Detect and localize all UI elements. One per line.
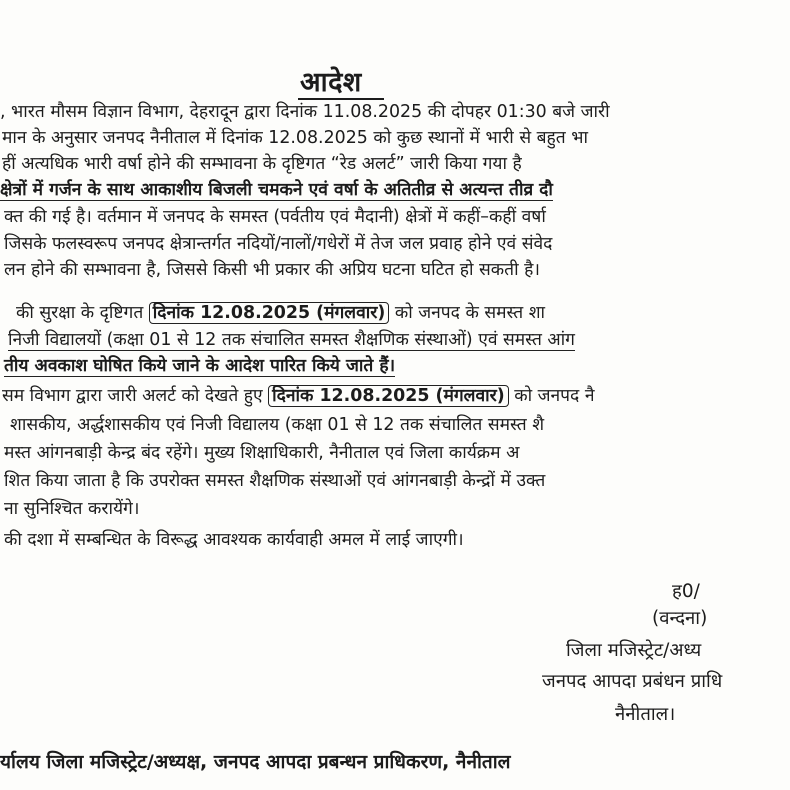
paragraph-2-line-3: [4, 353, 395, 379]
paragraph-2-line-2: [8, 327, 575, 353]
paragraph-2-line-1-post: को जनपद के समस्त शा: [394, 303, 546, 323]
paragraph-3-line-1-post: को जनपद नै: [514, 386, 595, 406]
paragraph-2-line-1: [16, 300, 545, 326]
signature-designation-2: जनपद आपदा प्रबंधन प्राधि: [542, 671, 723, 692]
paragraph-3-line-1-pre: सम विभाग द्वारा जारी अलर्ट को देखते हुए: [2, 386, 263, 406]
paragraph-3-line-5: ना सुनिश्चित करायेंगे।: [4, 499, 140, 519]
paragraph-4-line-1: की दशा में सम्बन्धित के विरूद्ध आवश्यक कार्यवाही अमल में लाई जाएगी।: [4, 530, 464, 550]
signature-signed-mark: ह0/: [672, 581, 700, 602]
closure-date-box: दिनांक 12.08.2025 (मंगलवार): [268, 385, 509, 407]
paragraph-1-line-1: , भारत मौसम विज्ञान विभाग, देहरादून द्वारा दिनांक 11.08.2025 की दोपहर 01:30 बजे जारी: [0, 102, 610, 122]
paragraph-1-line-7: लन होने की सम्भावना है, जिससे किसी भी प्रकार की अप्रिय घटना घटित हो सकती है।: [4, 260, 540, 280]
paragraph-1-line-5: क्त की गई है। वर्तमान में जनपद के समस्त (पर्वतीय एवं मैदानी) क्षेत्रों में कहीं–कहीं वर्षा: [4, 207, 546, 227]
signature-place: नैनीताल।: [615, 704, 676, 725]
paragraph-3-line-3: मस्त आंगनबाड़ी केन्द्र बंद रहेंगे। मुख्य शिक्षाधिकारी, नैनीताल एवं जिला कार्यक्रम अ: [4, 443, 520, 463]
office-footer: र्यालय जिला मजिस्ट्रेट/अध्यक्ष, जनपद आपदा प्रबन्धन प्राधिकरण, नैनीताल: [0, 751, 511, 773]
paragraph-2-line-2-text: निजी विद्यालयों (कक्षा 01 से 12 तक संचालित समस्त शैक्षणिक संस्थाओं) एवं समस्त आंग: [8, 330, 575, 350]
paragraph-1-line-4: [0, 177, 553, 203]
document-title: आदेश: [300, 67, 362, 98]
paragraph-3-line-4: शित किया जाता है कि उपरोक्त समस्त शैक्षणिक संस्थाओं एवं आंगनबाड़ी केन्द्रों में उक्त: [4, 471, 546, 491]
paragraph-1-line-3: हीं अत्यधिक भारी वर्षा होने की सम्भावना के दृष्टिगत “रेड अलर्ट” जारी किया गया है: [2, 154, 522, 174]
paragraph-1-line-6: जिसके फलस्वरूप जनपद क्षेत्रान्तर्गत नदियों/नालों/गधेरों में तेज जल प्रवाह होने एवं संवेद: [4, 234, 553, 254]
paragraph-3-line-2: शासकीय, अर्द्धशासकीय एवं निजी विद्यालय (कक्षा 01 से 12 तक संचालित समस्त शै: [10, 415, 545, 435]
holiday-date-box: दिनांक 12.08.2025 (मंगलवार): [149, 302, 390, 324]
paragraph-2-line-3-text: तीय अवकाश घोषित किये जाने के आदेश पारित किये जाते हैं।: [4, 356, 396, 376]
paragraph-1-line-2: मान के अनुसार जनपद नैनीताल में दिनांक 12.08.2025 को कुछ स्थानों में भारी से बहुत भा: [2, 128, 588, 148]
paragraph-3-line-1: [2, 383, 594, 409]
paragraph-1-line-4-text: क्षेत्रों में गर्जन के साथ आकाशीय बिजली चमकने एवं वर्षा के अतितीव्र से अत्यन्त तीव्र दौ: [0, 180, 553, 200]
paragraph-2-line-1-pre: की सुरक्षा के दृष्टिगत: [16, 303, 144, 323]
signature-designation-1: जिला मजिस्ट्रेट/अध्य: [566, 640, 702, 661]
signature-name: (वन्दना): [652, 608, 708, 629]
